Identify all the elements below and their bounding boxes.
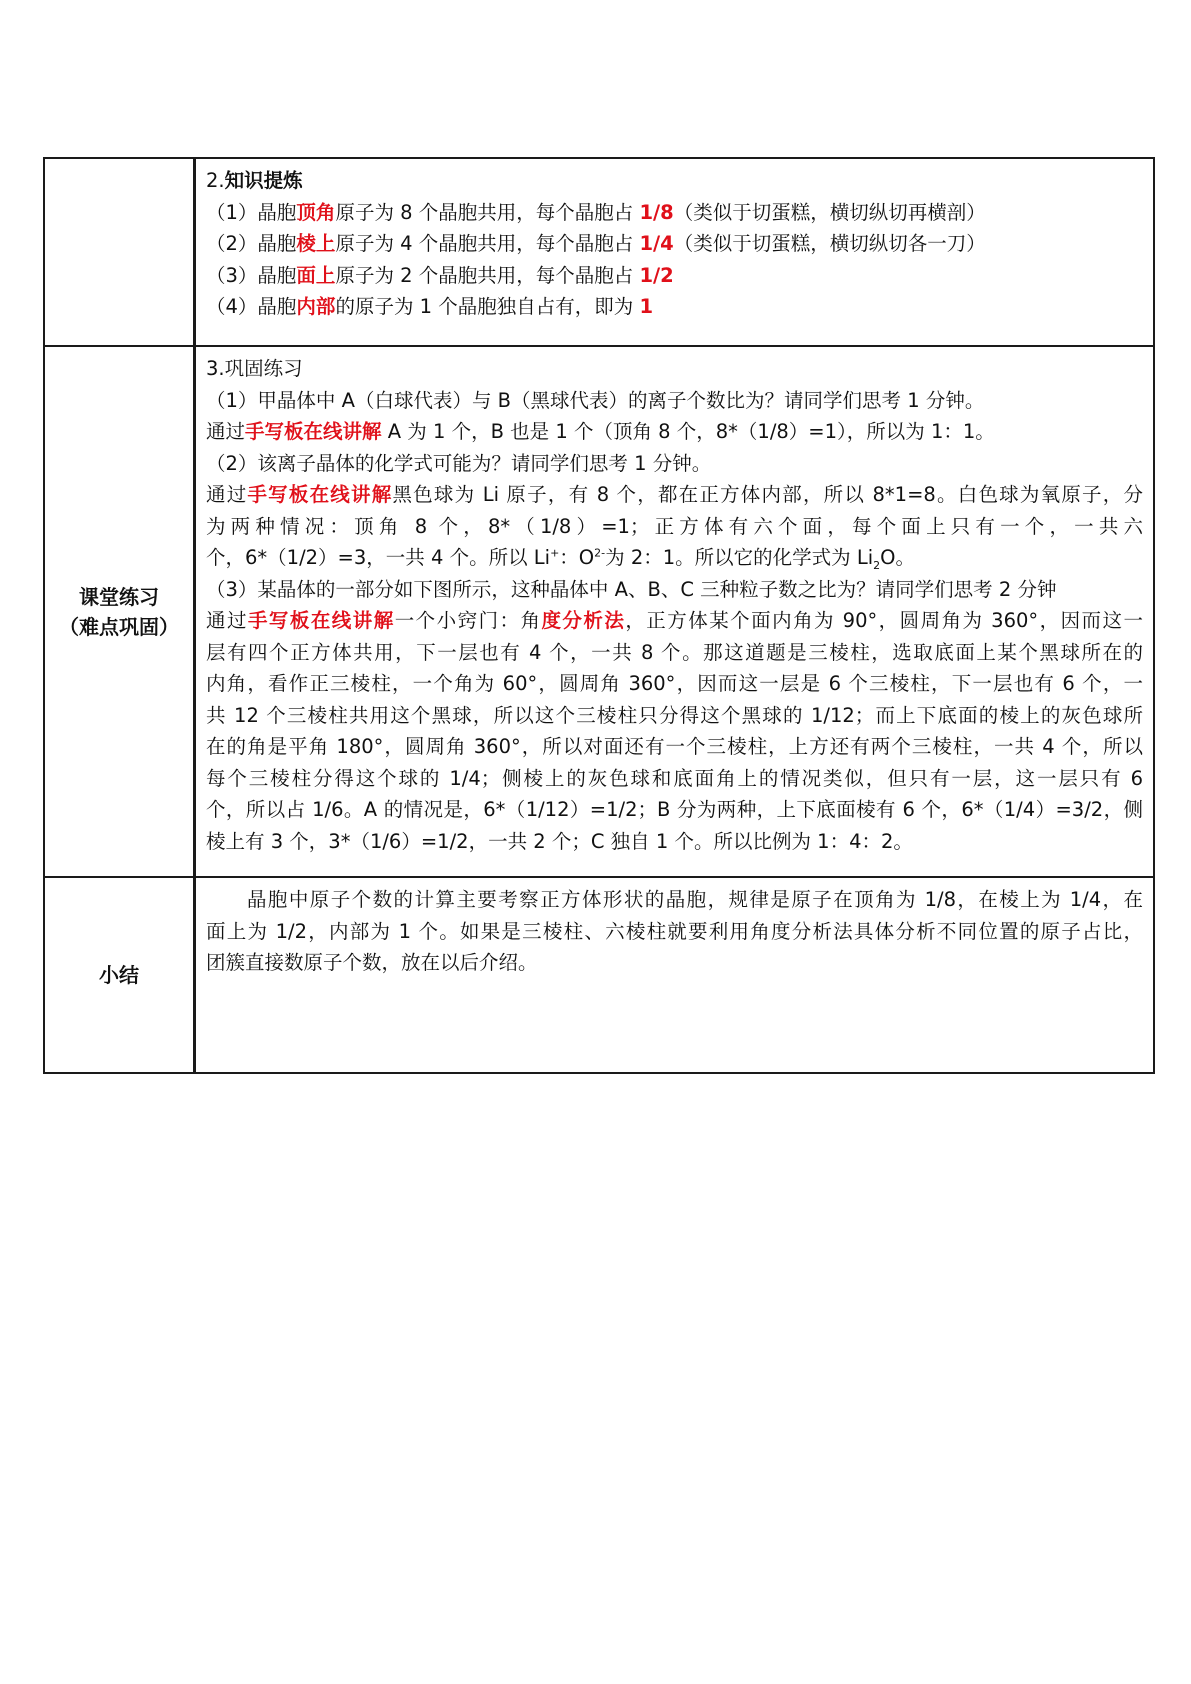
knowledge-item: （2）晶胞棱上原子为 4 个晶胞共用，每个晶胞占 1/4（类似于切蛋糕，横切纵切各一刀） [206,232,986,255]
answer-3-line: 共 12 个三棱柱共用这个黑球，所以这个三棱柱只分得这个黑球的 1/12；而上下底面的棱上的灰色球所 [206,703,1143,727]
knowledge-item: （3）晶胞面上原子为 2 个晶胞共用，每个晶胞占 1/2 [206,263,674,287]
practice-label: 课堂练习 [79,584,159,609]
knowledge-item: （1）晶胞顶角原子为 8 个晶胞共用，每个晶胞占 1/8（类似于切蛋糕，横切纵切再横剖） [206,200,986,224]
summary-line: 团簇直接数原子个数，放在以后介绍。 [206,951,538,974]
answer-3-line: 每个三棱柱分得这个球的 1/4；侧棱上的灰色球和底面角上的情况类似，但只有一层，这一层只有 6 [206,766,1143,790]
answer-2-line: 为两种情况：顶角 8 个，8*（1/8）=1；正方体有六个面，每个面上只有一个，一共六 [206,514,1143,538]
knowledge-row [44,158,1154,346]
answer-3-line: 内角，看作正三棱柱，一个角为 60°，圆周角 360°，因而这一层是 6 个三棱柱，下一层也有 6 个，一 [206,672,1143,695]
knowledge-label-cell [44,158,195,346]
practice-row [44,346,1154,877]
answer-3-line: 通过手写板在线讲解一个小窍门：角度分析法，正方体某个面内角为 90°，圆周角为 360°，因而这一 [206,609,1143,632]
summary-row [44,877,1154,1073]
answer-2-line: 个，6*（1/2）=3，一共 4 个。所以 Li+：$O^{2-}$为 2：1。所以它的化学式为 $Li_2O$。 [206,546,915,572]
answer-2-line: 通过手写板在线讲解黑色球为 Li 原子，有 8 个，都在正方体内部，所以 8*1=8。白色球为氧原子，分 [206,483,1143,506]
question-2: （2）该离子晶体的化学式可能为？请同学们思考 1 分钟。 [206,451,712,475]
summary-label: 小结 [99,963,139,987]
answer-3-line: 层有四个正方体共用，下一层也有 4 个，一共 8 个。那这道题是三棱柱，选取底面上某个黑球所在的 [206,640,1143,664]
summary-content-cell [195,877,1155,1073]
summary-line: 面上为 1/2，内部为 1 个。如果是三棱柱、六棱柱就要利用角度分析法具体分析不同位置的原子占比， [206,919,1143,943]
knowledge-item: （4）晶胞内部的原子为 1 个晶胞独自占有，即为 1 [206,295,654,318]
practice-heading: 3.巩固练习 [206,357,303,380]
answer-1: 通过手写板在线讲解 A 为 1 个，B 也是 1 个（顶角 8 个，8*（1/8）=1），所以为 1：1。 [206,420,995,443]
practice-content-cell [195,346,1155,877]
answer-3-line: 棱上有 3 个，3*（1/6）=1/2，一共 2 个；C 独自 1 个。所以比例为 1：4：2。 [206,829,913,853]
practice-sublabel: （难点巩固） [59,614,179,639]
question-1: （1）甲晶体中 A（白球代表）与 B（黑球代表）的离子个数比为？请同学们思考 1 分钟。 [206,388,985,412]
knowledge-content-cell [195,158,1155,346]
answer-3-line: 在的角是平角 180°，圆周角 360°，所以对面还有一个三棱柱，上方还有两个三棱柱，一共 4 个，所以 [206,735,1143,758]
summary-line: 晶胞中原子个数的计算主要考察正方体形状的晶胞，规律是原子在顶角为 1/8，在棱上为 1/4，在 [247,888,1143,911]
summary-label-cell [44,877,195,1073]
knowledge-heading: 2.知识提炼 [206,169,303,192]
question-3: （3）某晶体的一部分如下图所示，这种晶体中 A、B、C 三种粒子数之比为？请同学们思考 2 分钟 [206,577,1057,601]
practice-label-cell [44,346,195,877]
lesson-table [43,157,1155,1074]
answer-3-line: 个，所以占 1/6。A 的情况是，6*（1/12）=1/2；B 分为两种，上下底面棱有 6 个，6*（1/4）=3/2，侧 [206,798,1143,821]
